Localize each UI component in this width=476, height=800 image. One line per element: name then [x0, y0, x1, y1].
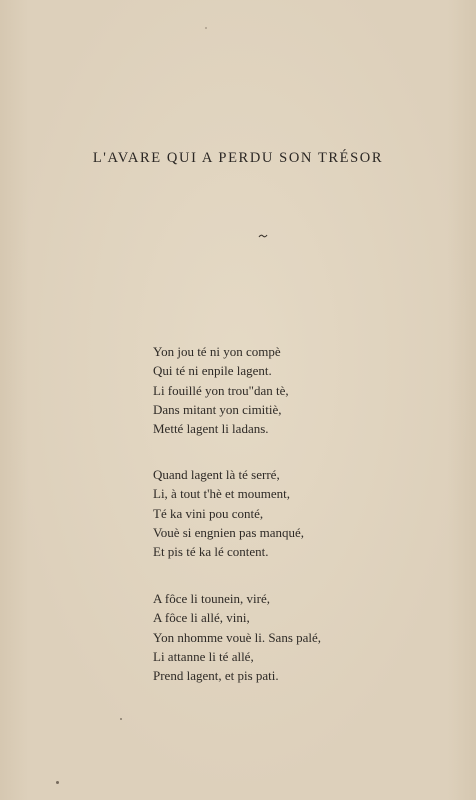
poem-line: Li fouillé yon trou"dan tè,	[153, 382, 289, 398]
poem-line: Et pis té ka lé content.	[153, 544, 269, 560]
paper-speck	[56, 781, 59, 784]
poem-line: A fôce li tounein, viré,	[153, 591, 270, 606]
poem-line: Quand lagent là té serré,	[153, 467, 280, 482]
paper-speck	[120, 718, 122, 720]
tilde-ornament-icon	[258, 233, 268, 239]
poem-line: Metté lagent li ladans.	[153, 421, 269, 437]
poem-line: Vouè si engnien pas manqué,	[153, 524, 305, 540]
poem-line: Yon jou té ni yon compè	[153, 344, 281, 359]
poem-stanza-1	[153, 342, 289, 438]
poem-line: Prend lagent, et pis pati.	[153, 668, 279, 684]
poem-line: Yon nhomme vouè li. Sans palé,	[153, 629, 322, 645]
poem-line: Li, à tout t'hè et moument,	[153, 486, 291, 502]
poem-line: Dans mitant yon cimitiè,	[153, 401, 282, 417]
poem-line: A fôce li allé, vini,	[153, 610, 250, 626]
poem-line: Li attanne li té allé,	[153, 648, 254, 664]
poem-title: L'AVARE QUI A PERDU SON TRÉSOR	[92, 150, 384, 166]
poem-line: Qui té ni enpile lagent.	[153, 363, 272, 379]
poem-stanza-3	[153, 589, 321, 685]
paper-speck	[205, 27, 207, 29]
poem-line: Té ka vini pou conté,	[153, 505, 264, 521]
poem-stanza-2	[153, 465, 304, 561]
tilde-ornament-icon-svg	[258, 233, 268, 239]
